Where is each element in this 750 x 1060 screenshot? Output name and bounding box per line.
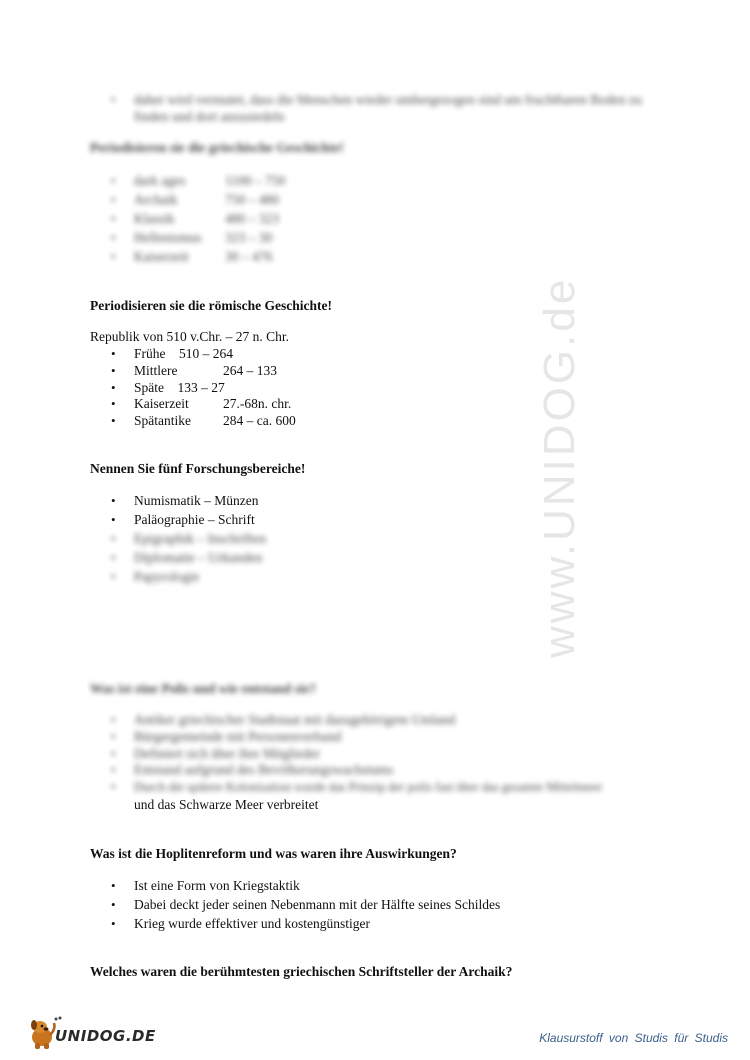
list-item: • Späte 133 – 27	[0, 380, 296, 397]
list-item: • Dabei deckt jeder seinen Nebenmann mit der Hälfte seines Schildes	[0, 895, 500, 914]
list-item: • Papyrologie	[0, 567, 266, 586]
roman-history-heading: Periodisieren sie die römische Geschichte!	[90, 298, 332, 313]
greek-period-list	[0, 171, 285, 266]
list-item: • Kaiserzeit 30 – 476	[0, 247, 285, 266]
research-fields-list	[0, 491, 259, 529]
list-item: • Frühe 510 – 264	[0, 346, 296, 363]
top-bullet-list	[0, 90, 642, 109]
watermark: www.UNIDOG.de	[535, 276, 584, 658]
list-item: • Krieg wurde effektiver und kostengünstiger	[0, 914, 500, 933]
list-item: • Diplomatie – Urkunden	[0, 548, 266, 567]
unidog-logo-text: UNIDOG.DE	[55, 1027, 156, 1045]
list-item: • Entstand aufgrund des Bevölkerungswachstums	[0, 762, 602, 779]
list-item: • dark ages 1100 – 750	[0, 171, 285, 190]
roman-period-list	[0, 346, 296, 430]
research-fields-list-blurred	[0, 529, 266, 586]
list-item: • daher wird vermutet, dass die Menschen wieder umhergezogen sind um fruchtbaren Boden zu	[0, 90, 642, 109]
polis-heading: Was ist eine Polis und wie entstand sie?	[90, 681, 317, 696]
research-fields-heading: Nennen Sie fünf Forschungsbereiche!	[90, 461, 306, 476]
list-item: • Numismatik – Münzen	[0, 491, 259, 510]
roman-republic-intro: Republik von 510 v.Chr. – 27 n. Chr.	[90, 329, 290, 344]
polis-continuation: und das Schwarze Meer verbreitet	[134, 797, 319, 812]
list-item: • Paläographie – Schrift	[0, 510, 259, 529]
list-item: • Definiert sich über ihre Mitglieder	[0, 746, 602, 763]
list-item: • Mittlere 264 – 133	[0, 363, 296, 380]
list-item: • Epigraphik – Inschriften	[0, 529, 266, 548]
list-item: • Klassik 480 – 323	[0, 209, 285, 228]
top-item-continuation: finden und dort anzusiedeln	[134, 109, 285, 124]
list-item: • Archaik 750 – 480	[0, 190, 285, 209]
greek-writers-heading: Welches waren die berühmtesten griechischen Schriftsteller der Archaik?	[90, 964, 513, 979]
polis-list	[0, 712, 602, 796]
list-item: • Durch die spätere Kolonisation wurde das Prinzip der polis fast über das gesamte Mittelmeer	[0, 779, 602, 796]
footer-tagline: Klausurstoff von Studis für Studis	[539, 1031, 728, 1045]
list-item: • Kaiserzeit 27.-68n. chr.	[0, 396, 296, 413]
hoplite-reform-heading: Was ist die Hoplitenreform und was waren ihre Auswirkungen?	[90, 846, 457, 861]
greek-history-heading: Periodisieren sie die griechische Geschichte!	[90, 140, 344, 155]
list-item: • Antiker griechischer Stadtstaat mit dazugehörigem Umland	[0, 712, 602, 729]
list-item: • Ist eine Form von Kriegstaktik	[0, 876, 500, 895]
list-item: • Hellenismus 323 – 30	[0, 228, 285, 247]
list-item: • Bürgergemeinde mit Personenverband	[0, 729, 602, 746]
list-item: • Spätantike 284 – ca. 600	[0, 413, 296, 430]
hoplite-reform-list	[0, 876, 500, 933]
